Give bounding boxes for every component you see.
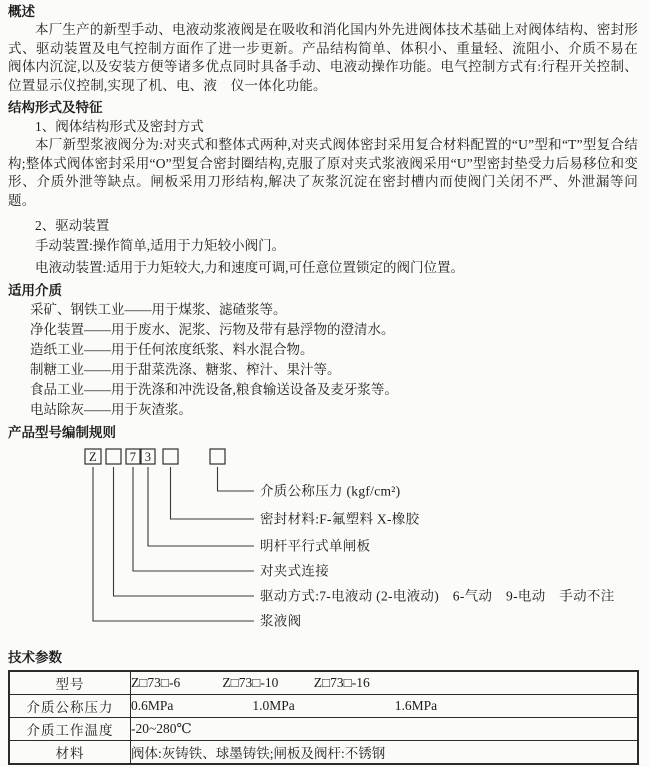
model-code-label: 驱动方式:7-电液动 (2-电液动) 6-气动 9-电动 手动不注 <box>260 588 615 604</box>
hydraulic-device-line: 电液动装置:适用于力矩较大,力和速度可调,可任意位置锁定的阀门位置。 <box>35 260 464 275</box>
structure-item1-title: 1、阀体结构形式及密封方式 <box>35 119 204 134</box>
row-label-cell: 型号 <box>9 671 131 695</box>
leader-line <box>114 467 255 596</box>
structure-item1-text: 本厂新型浆液阀分为:对夹式和整体式两种,对夹式阀体密封采用复合材料配置的“U”型和“T”型复合结构;整体式阀体密封采用“O”型复合密封圈结构,克服了原对夹式浆液阀采用“U”型密封垫受力后易移位和变形、介质外泄等缺点。闸板采用刀形结构,解决了灰浆沉淀在密封槽内而使阀门关闭不严、外泄漏等问题。 <box>8 137 638 208</box>
overview-heading: 概述 <box>8 4 35 19</box>
model-box-char: 7 <box>129 450 137 464</box>
leader-line <box>93 467 254 621</box>
model-box-char: Z <box>89 450 97 464</box>
model-box-char: 3 <box>144 450 152 464</box>
model-value: Z□73□-6 <box>131 675 181 690</box>
media-item: 净化装置——用于废水、泥浆、污物及带有悬浮物的澄清水。 <box>30 322 395 337</box>
media-item: 采矿、钢铁工业——用于煤浆、滤碴浆等。 <box>30 302 287 317</box>
leader-line <box>218 467 255 491</box>
row-label-cell: 介质工作温度 <box>9 718 131 741</box>
media-list <box>8 300 638 420</box>
model-box <box>210 449 225 464</box>
model-code-label: 明杆平行式单闸板 <box>260 538 371 554</box>
pressure-value: 1.6MPa <box>394 698 438 713</box>
model-code-label: 对夹式连接 <box>260 563 329 579</box>
overview-paragraph: 本厂生产的新型手动、电液动浆液阀是在吸收和消化国内外先进阀体技术基础上对阀体结构、密封形式、驱动装置及电气控制方面作了进一步更新。产品结构简单、体积小、重量轻、流阻小、介质不易在阀体内沉淀,以及安装方便等诸多优点同时具备手动、电液动操作功能。电气控制方式有:行程开关控制、位置显示仪控制,实现了机、电、液 仪一体化功能。 <box>8 22 638 93</box>
table-row-temperature <box>9 718 638 741</box>
media-item: 电站除灰——用于灰渣浆。 <box>30 402 192 417</box>
model-value: Z□73□-10 <box>222 675 279 690</box>
model-box <box>163 449 178 464</box>
structure-heading: 结构形式及特征 <box>8 100 103 115</box>
manual-device-line: 手动装置:操作简单,适用于力矩较小阀门。 <box>35 238 286 253</box>
row-value-cell <box>131 695 639 718</box>
model-code-heading: 产品型号编制规则 <box>8 425 116 440</box>
row-label-cell: 材料 <box>9 741 131 765</box>
specs-table <box>8 670 639 765</box>
media-item: 造纸工业——用于任何浓度纸浆、料水混合物。 <box>30 342 314 357</box>
table-row-material <box>9 741 638 765</box>
row-value-cell <box>131 671 639 695</box>
pressure-value: 0.6MPa <box>131 698 174 713</box>
row-value-cell: 阀体:灰铸铁、球墨铸铁;闸板及阀杆:不锈钢 <box>131 741 639 765</box>
media-heading: 适用介质 <box>8 283 62 298</box>
specs-heading: 技术参数 <box>8 650 62 665</box>
model-value: Z□73□-16 <box>313 675 370 690</box>
model-box <box>106 449 121 464</box>
leader-line <box>148 467 254 546</box>
table-row-pressure <box>9 695 638 718</box>
media-item: 食品工业——用于洗涤和冲洗设备,粮食输送设备及麦牙浆等。 <box>30 382 398 397</box>
leader-line <box>171 467 255 519</box>
model-code-label: 浆液阀 <box>260 613 302 629</box>
media-item: 制糖工业——用于甜菜洗涤、糖浆、榨汁、果汁等。 <box>30 362 341 377</box>
pressure-value: 1.0MPa <box>252 698 295 713</box>
table-row-model <box>9 671 638 695</box>
model-code-label: 介质公称压力 (kgf/cm²) <box>260 483 401 499</box>
model-code-diagram <box>8 444 648 636</box>
structure-item2-title: 2、驱动装置 <box>35 218 110 233</box>
row-label-cell: 介质公称压力 <box>9 695 131 718</box>
model-code-label: 密封材料:F-氟塑料 X-橡胶 <box>260 511 420 527</box>
row-value-cell: -20~280℃ <box>131 718 639 741</box>
